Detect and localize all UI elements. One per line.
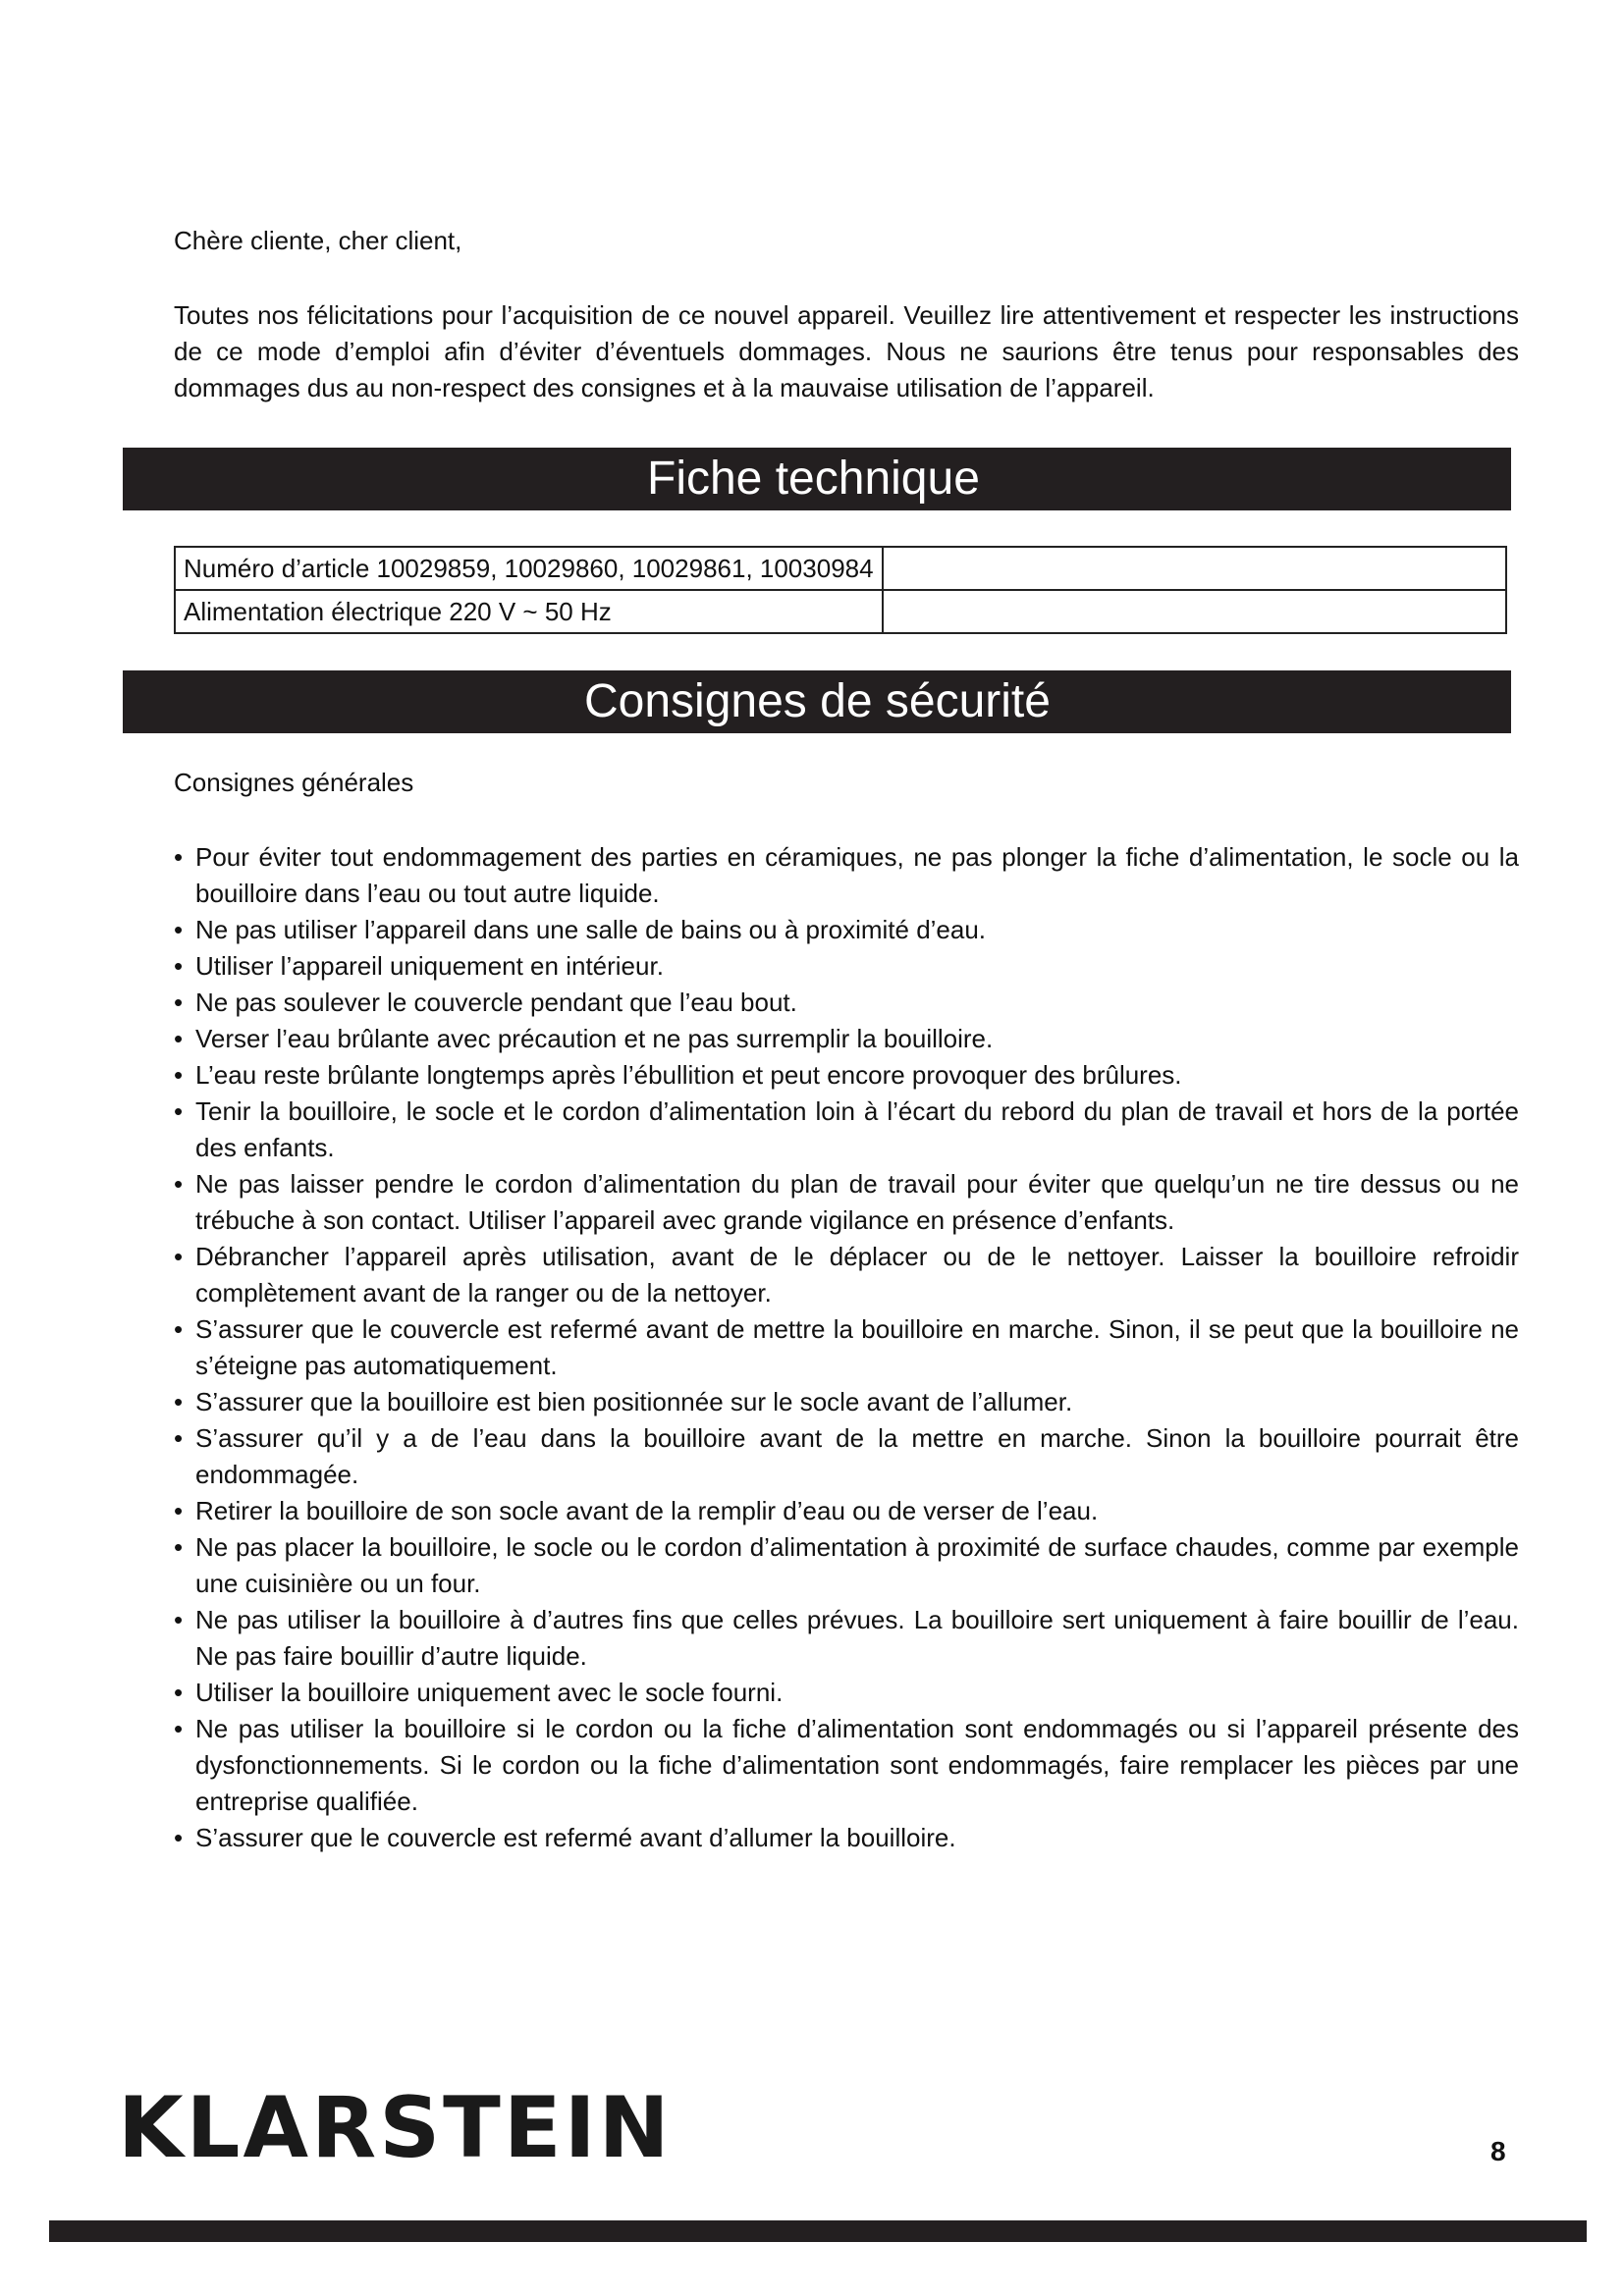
list-item-text: Ne pas utiliser la bouilloire à d’autres fins que celles prévues. La bouilloire sert uniquement à faire bouillir de l’eau. Ne pas faire bouillir d’autre liquide. [195,1605,1519,1671]
list-item-text: Verser l’eau brûlante avec précaution et ne pas surremplir la bouilloire. [195,1024,994,1053]
spec-table [174,546,1507,634]
bullet-dot: • [174,1024,184,1053]
list-item-text: Utiliser l’appareil uniquement en intérieur. [195,951,664,981]
bullet-dot: • [174,915,184,944]
bullet-dot: • [174,1423,184,1453]
brand-logo: KLARSTEIN [118,2079,673,2177]
safety-instructions-list [174,839,1519,1856]
spec-cell-label: Numéro d’article 10029859, 10029860, 10029861, 10030984 [175,547,883,590]
list-item-text: Ne pas soulever le couvercle pendant que l’eau bout. [195,988,797,1017]
footer-rule [49,2220,1587,2242]
list-item [174,1602,1519,1675]
list-item-text: Tenir la bouilloire, le socle et le cordon d’alimentation loin à l’écart du rebord du plan de travail et hors de la portée des enfants. [195,1096,1519,1162]
list-item-text: Débrancher l’appareil après utilisation, avant de le déplacer ou de le nettoyer. Laisser la bouilloire refroidir complètement avant de la ranger ou de la nettoyer. [195,1242,1519,1308]
bullet-dot: • [174,1060,184,1090]
list-item-text: Utiliser la bouilloire uniquement avec le socle fourni. [195,1678,784,1707]
section-header-safety [123,670,1511,733]
bullet-dot: • [174,951,184,981]
bullet-dot: • [174,1314,184,1344]
list-item-text: S’assurer qu’il y a de l’eau dans la bouilloire avant de la mettre en marche. Sinon la bouilloire pourrait être endommagée. [195,1423,1519,1489]
spec-row [175,547,1506,590]
spec-cell-value [883,547,1506,590]
list-item-text: Ne pas placer la bouilloire, le socle ou le cordon d’alimentation à proximité de surface chaudes, comme par exemple une cuisinière ou un four. [195,1532,1519,1598]
list-item [174,1166,1519,1239]
list-item [174,1675,1519,1711]
bullet-dot: • [174,1823,184,1852]
list-item [174,985,1519,1021]
section-subtitle: Consignes générales [174,768,414,797]
bullet-dot: • [174,1678,184,1707]
spec-cell-value [883,590,1506,633]
list-item [174,912,1519,948]
bullet-dot: • [174,1169,184,1199]
list-item [174,839,1519,912]
bullet-dot: • [174,1496,184,1525]
intro-paragraph: Toutes nos félicitations pour l’acquisition de ce nouvel appareil. Veuillez lire attentivement et respecter les instructions de ce mode d’emploi afin d’éviter d’éventuels dommages. Nous ne saurions être tenus pour responsables des dommages dus au non-respect des consignes et à la mauvaise utilisation de l’appareil. [174,300,1519,402]
page-number: 8 [1490,2136,1506,2166]
list-item-text: L’eau reste brûlante longtemps après l’ébullition et peut encore provoquer des brûlures. [195,1060,1182,1090]
list-item-text: Pour éviter tout endommagement des parties en céramiques, ne pas plonger la fiche d’alimentation, le socle ou la bouilloire dans l’eau ou tout autre liquide. [195,842,1519,908]
list-item-text: S’assurer que le couvercle est refermé avant de mettre la bouilloire en marche. Sinon, il se peut que la bouilloire ne s’éteigne pas automatiquement. [195,1314,1519,1380]
list-item [174,1057,1519,1094]
bullet-dot: • [174,1605,184,1634]
bullet-dot: • [174,1242,184,1271]
list-item [174,1384,1519,1420]
bullet-dot: • [174,1532,184,1562]
section-header-tech-sheet [123,448,1511,510]
list-item [174,1311,1519,1384]
list-item [174,1711,1519,1820]
list-item-text: Ne pas utiliser l’appareil dans une salle de bains ou à proximité d’eau. [195,915,987,944]
bullet-dot: • [174,988,184,1017]
list-item [174,948,1519,985]
list-item-text: Retirer la bouilloire de son socle avant de la remplir d’eau ou de verser de l’eau. [195,1496,1099,1525]
list-item [174,1420,1519,1493]
list-item [174,1493,1519,1529]
list-item-text: Ne pas utiliser la bouilloire si le cordon ou la fiche d’alimentation sont endommagés ou si l’appareil présente des dysfonctionnements. Si le cordon ou la fiche d’alimentation sont endommagés, faire remplacer les pièces par une entreprise qualifiée. [195,1714,1519,1816]
spec-cell-label: Alimentation électrique 220 V ~ 50 Hz [175,590,883,633]
bullet-dot: • [174,1096,184,1126]
list-item [174,1094,1519,1166]
greeting: Chère cliente, cher client, [174,226,462,255]
bullet-dot: • [174,1387,184,1416]
list-item [174,1820,1519,1856]
list-item-text: Ne pas laisser pendre le cordon d’alimentation du plan de travail pour éviter que quelqu’un ne tire dessus ou ne trébuche à son contact. Utiliser l’appareil avec grande vigilance en présence d’enfants. [195,1169,1519,1235]
list-item-text: S’assurer que la bouilloire est bien positionnée sur le socle avant de l’allumer. [195,1387,1073,1416]
list-item [174,1239,1519,1311]
list-item-text: S’assurer que le couvercle est refermé avant d’allumer la bouilloire. [195,1823,956,1852]
list-item [174,1529,1519,1602]
bullet-dot: • [174,842,184,872]
section-title-tech-sheet: Fiche technique [647,453,980,505]
list-item [174,1021,1519,1057]
spec-row [175,590,1506,633]
bullet-dot: • [174,1714,184,1743]
section-title-safety: Consignes de sécurité [584,675,1051,727]
